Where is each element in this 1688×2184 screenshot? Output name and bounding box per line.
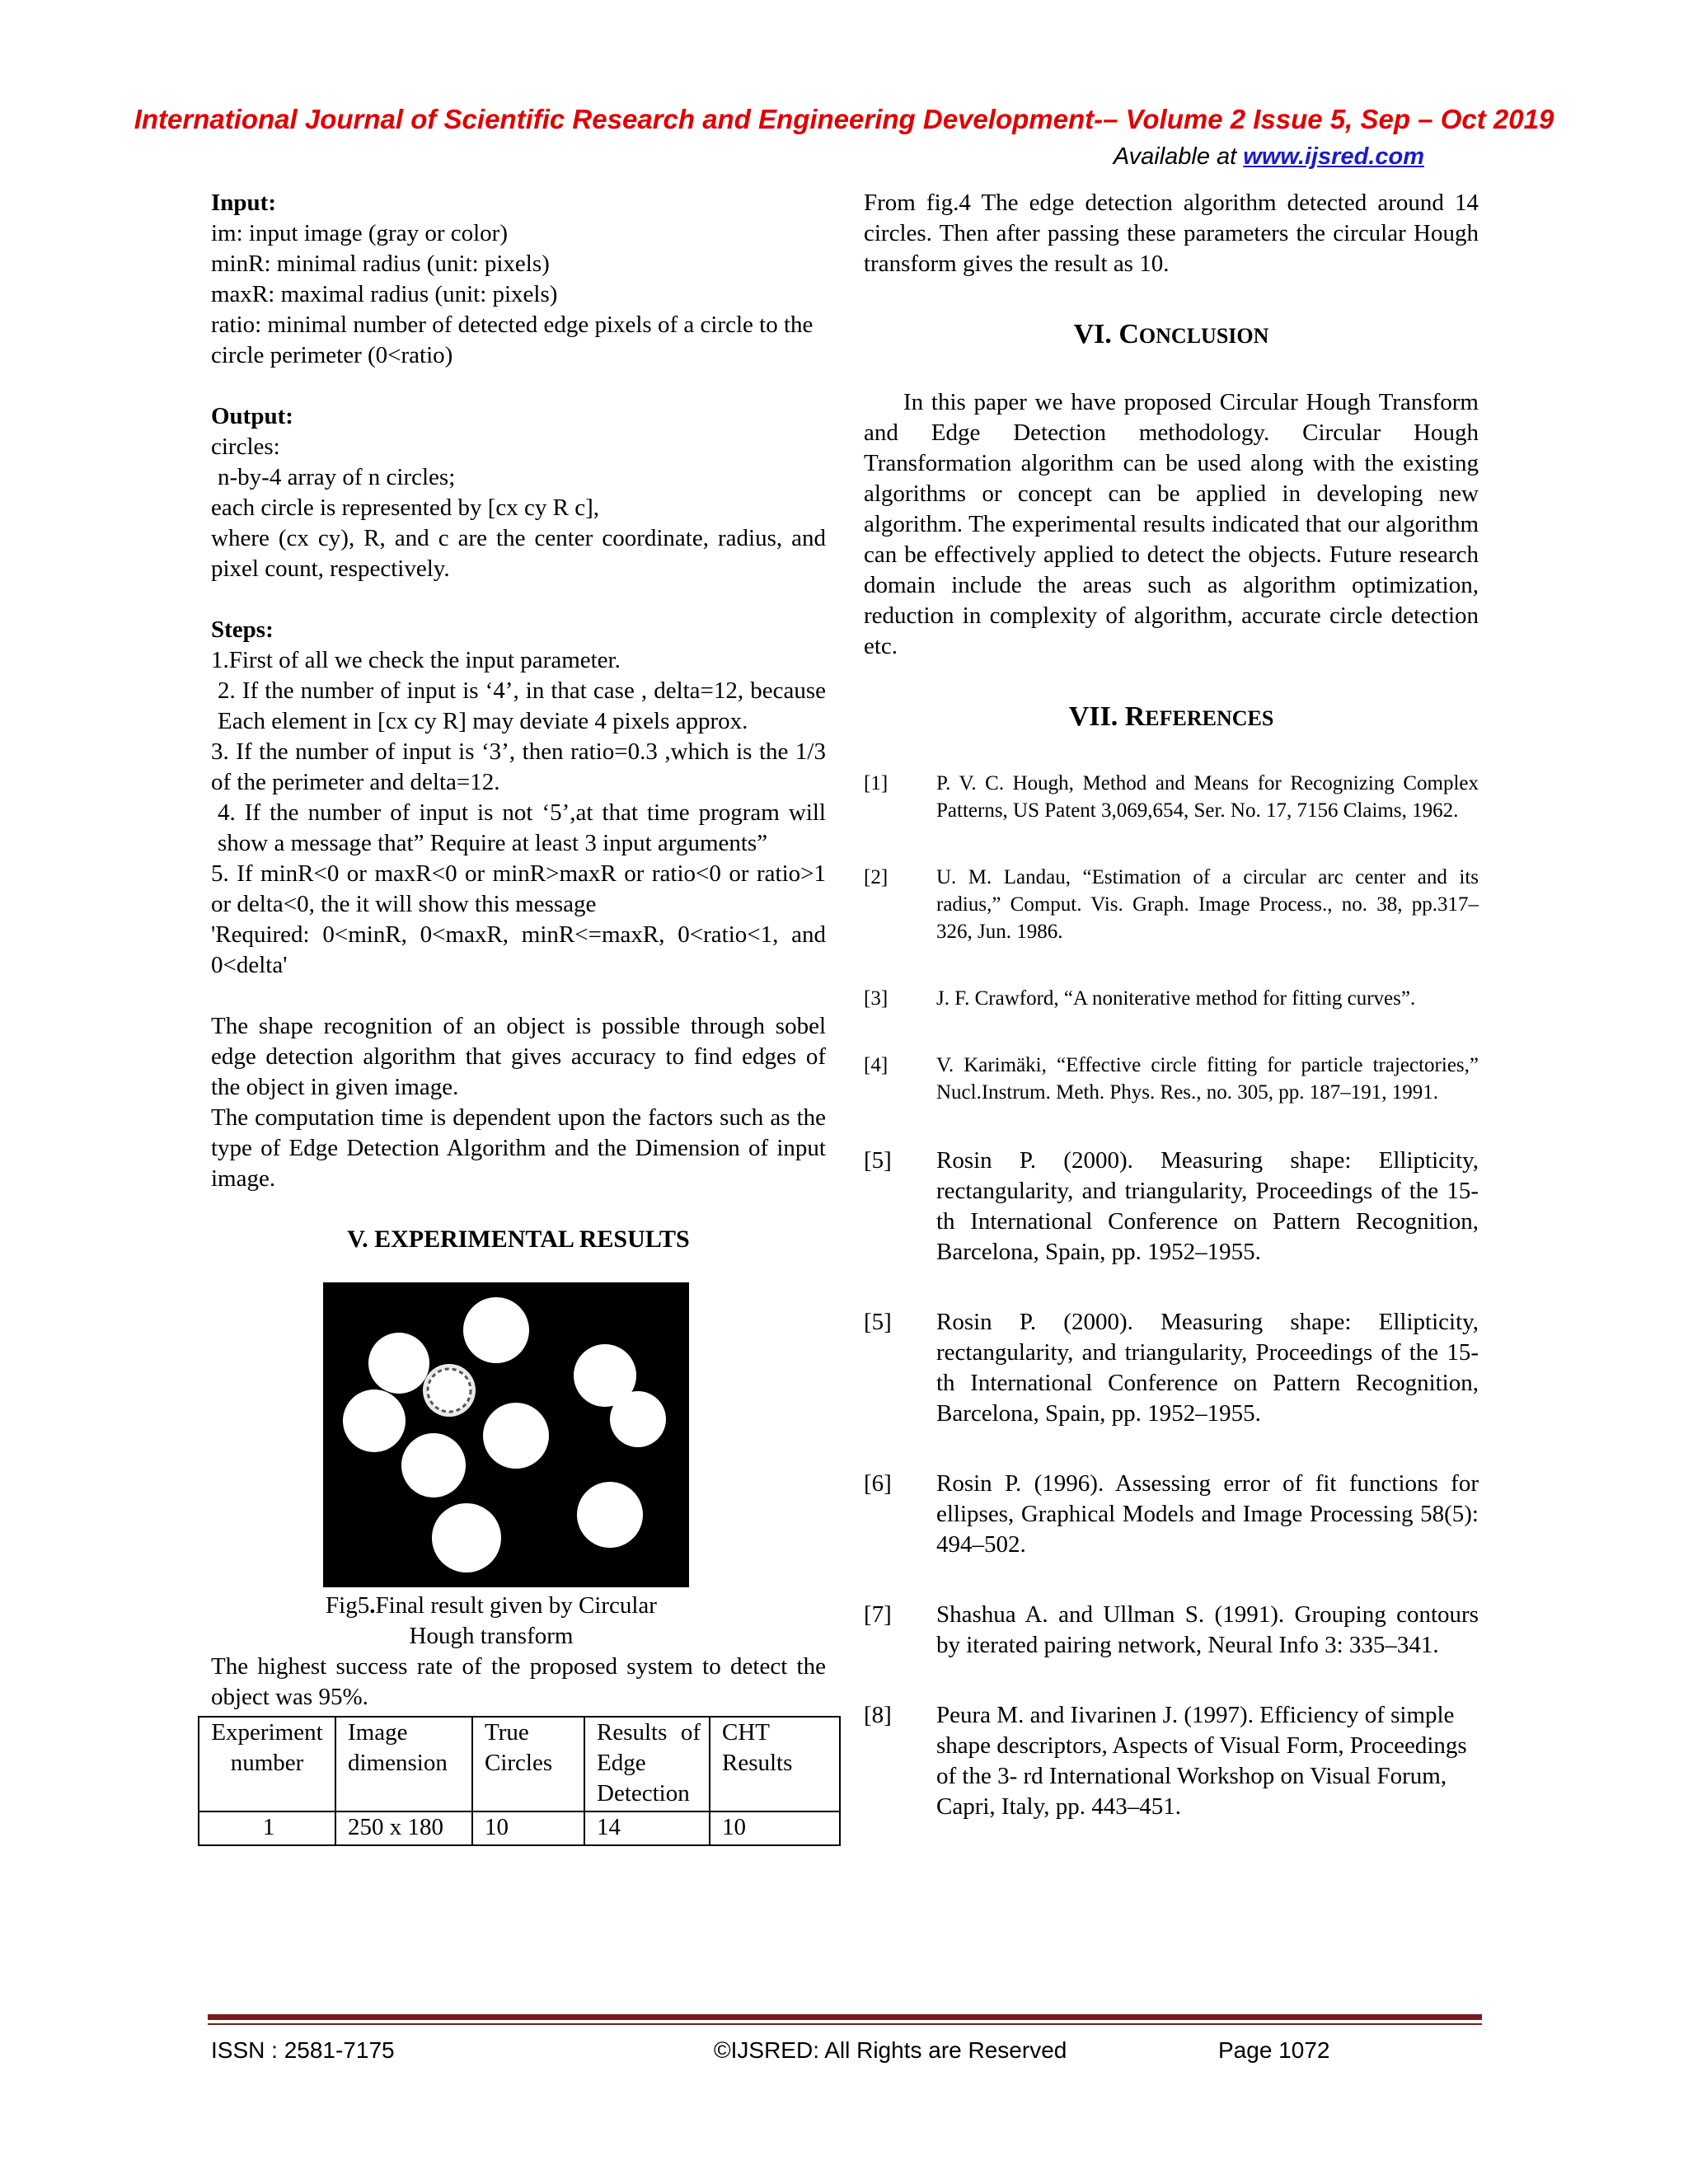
reference-text: P. V. C. Hough, Method and Means for Recognizing Complex Patterns, US Patent 3,069,654, Ser. No. 17, 7156 Claims, 1962. xyxy=(936,772,1479,822)
fig-caption-line2: Hough transform xyxy=(409,1623,574,1649)
reference-item xyxy=(864,770,1479,824)
output-line: each circle is represented by [cx cy R c], xyxy=(211,494,600,521)
fig-caption-label: Fig5 xyxy=(326,1592,370,1619)
references-heading xyxy=(864,701,1479,733)
conclusion-heading-rest: ONCLUSION xyxy=(1138,324,1269,348)
conclusion-heading xyxy=(864,319,1479,351)
reference-text: Shashua A. and Ullman S. (1991). Grouping contours by iterated pairing network, Neural Info 3: 335–341. xyxy=(936,1601,1479,1658)
step-item: 4. If the number of input is not ‘5’,at that time program will show a message that” Require at least 3 input arguments” xyxy=(218,799,826,856)
left-column xyxy=(211,188,826,1846)
reference-text: Rosin P. (2000). Measuring shape: Ellipticity, rectangularity, and triangularity, Proceedings of the 15-th International Conference on Pattern Recognition, Barcelona, Spain, pp. 1952–1955. xyxy=(936,1147,1479,1265)
reference-item xyxy=(864,864,1479,945)
reference-item xyxy=(864,1307,1479,1429)
reference-item xyxy=(864,1052,1479,1106)
reference-text: V. Karimäki, “Effective circle fitting for particle trajectories,” Nucl.Instrum. Meth. Phys. Res., no. 305, pp. 187–191, 1991. xyxy=(936,1054,1479,1104)
circles-result-graphic xyxy=(323,1282,689,1587)
references-heading-rest: EFERENCES xyxy=(1145,706,1274,730)
reference-text: Rosin P. (1996). Assessing error of fit functions for ellipses, Graphical Models and Image Processing 58(5): 494–502. xyxy=(936,1470,1479,1558)
table-cell: 250 x 180 xyxy=(335,1811,472,1845)
reference-item xyxy=(864,1600,1479,1661)
reference-number: [5] xyxy=(864,1147,892,1174)
fig-caption-dot: . xyxy=(369,1592,376,1619)
reference-text: Peura M. and Iivarinen J. (1997). Efficiency of simple shape descriptors, Aspects of Visual Form, Proceedings of the 3- rd International Workshop on Visual Forum, Capri, Italy, pp. 443–451. xyxy=(936,1702,1467,1820)
references-heading-num: VII. R xyxy=(1068,701,1146,732)
right-column xyxy=(864,188,1479,1862)
footer-page-number: Page 1072 xyxy=(1218,2037,1330,2063)
table-header-cell: True Circles xyxy=(472,1717,584,1811)
journal-website-link[interactable]: www.ijsred.com xyxy=(1243,143,1424,170)
step-item: 2. If the number of input is ‘4’, in that case , delta=12, because Each element in [cx cy R] may deviate 4 pixels approx. xyxy=(218,677,826,734)
input-line: ratio: minimal number of detected edge pixels of a circle to the circle perimeter (0<ratio) xyxy=(211,312,814,368)
output-line: n-by-4 array of n circles; xyxy=(218,464,456,490)
output-line: circles: xyxy=(211,434,280,460)
footer-rights: ©IJSRED: All Rights are Reserved xyxy=(714,2037,1067,2063)
journal-title: International Journal of Scientific Research and Engineering Development-– Volume 2 Issue 5, Sep – Oct 2019 xyxy=(134,104,1554,134)
figure-5-caption xyxy=(244,1591,738,1652)
output-heading: Output: xyxy=(211,403,293,429)
table-cell: 10 xyxy=(710,1811,840,1845)
reference-number: [6] xyxy=(864,1470,892,1497)
reference-text: U. M. Landau, “Estimation of a circular arc center and its radius,” Comput. Vis. Graph. Image Process., no. 38, pp.317–326, Jun. 1986. xyxy=(936,866,1479,943)
reference-number: [5] xyxy=(864,1309,892,1335)
body-paragraph: The computation time is dependent upon the factors such as the type of Edge Detection Algorithm and the Dimension of input image. xyxy=(211,1104,826,1192)
table-cell: 10 xyxy=(472,1811,584,1845)
fig-caption-text: Final result given by Circular xyxy=(375,1592,657,1619)
reference-item xyxy=(864,985,1479,1012)
available-prefix: Available at xyxy=(1113,143,1244,170)
reference-number: [7] xyxy=(864,1601,892,1628)
footer-rule-thin xyxy=(208,2023,1482,2025)
reference-item xyxy=(864,1469,1479,1560)
body-paragraph: The shape recognition of an object is possible through sobel edge detection algorithm that gives accuracy to find edges of the object in given image. xyxy=(211,1013,826,1100)
table-header-cell: CHT Results xyxy=(710,1717,840,1811)
conclusion-paragraph: In this paper we have proposed Circular Hough Transform and Edge Detection methodology. Circular Hough Transformation algorithm can be used along with the existing algorithms or concept can be applied in developing new algorithm. The experimental results indicated that our algorithm can be effectively applied to detect the objects. Future research domain include the areas such as algorithm optimization, reduction in complexity of algorithm, accurate circle detection etc. xyxy=(864,389,1479,659)
table-header-cell: Results of Edge Detection xyxy=(584,1717,710,1811)
input-heading: Input: xyxy=(211,190,276,216)
step-item: 'Required: 0<minR, 0<maxR, minR<=maxR, 0<ratio<1, and 0<delta' xyxy=(211,921,826,978)
figure-5-circles-image xyxy=(323,1282,689,1587)
success-rate-text: The highest success rate of the proposed system to detect the object was 95%. xyxy=(211,1653,826,1710)
table-row xyxy=(199,1811,840,1845)
footer-rule xyxy=(208,2014,1482,2020)
reference-item xyxy=(864,1700,1479,1822)
footer-issn: ISSN : 2581-7175 xyxy=(211,2037,395,2063)
available-at xyxy=(1114,143,1424,171)
input-line: maxR: maximal radius (unit: pixels) xyxy=(211,281,558,307)
output-line: where (cx cy), R, and c are the center coordinate, radius, and pixel count, respectively. xyxy=(211,525,826,582)
step-item: 3. If the number of input is ‘3’, then ratio=0.3 ,which is the 1/3 of the perimeter and delta=12. xyxy=(211,738,826,795)
reference-item xyxy=(864,1146,1479,1268)
reference-number: [1] xyxy=(864,772,889,794)
step-item: 1.First of all we check the input parameter. xyxy=(211,647,621,673)
body-paragraph: From fig.4 The edge detection algorithm detected around 14 circles. Then after passing these parameters the circular Hough transform gives the result as 10. xyxy=(864,190,1479,277)
reference-text: Rosin P. (2000). Measuring shape: Ellipticity, rectangularity, and triangularity, Proceedings of the 15-th International Conference on Pattern Recognition, Barcelona, Spain, pp. 1952–1955. xyxy=(936,1309,1479,1427)
reference-number: [3] xyxy=(864,987,889,1010)
conclusion-heading-num: VI. C xyxy=(1073,319,1139,349)
table-cell: 14 xyxy=(584,1811,710,1845)
reference-number: [2] xyxy=(864,866,889,888)
table-header-row xyxy=(199,1717,840,1811)
reference-number: [8] xyxy=(864,1702,892,1728)
steps-heading: Steps: xyxy=(211,616,274,643)
reference-text: J. F. Crawford, “A noniterative method for fitting curves”. xyxy=(936,987,1416,1010)
table-header-cell: Image dimension xyxy=(335,1717,472,1811)
input-line: minR: minimal radius (unit: pixels) xyxy=(211,251,550,277)
experimental-results-heading: V. EXPERIMENTAL RESULTS xyxy=(347,1226,690,1253)
table-cell: 1 xyxy=(199,1811,335,1845)
step-item: 5. If minR<0 or maxR<0 or minR>maxR or ratio<0 or ratio>1 or delta<0, the it will show this message xyxy=(211,860,826,917)
results-table xyxy=(198,1716,841,1846)
input-line: im: input image (gray or color) xyxy=(211,220,508,246)
reference-number: [4] xyxy=(864,1054,889,1076)
table-header-cell: Experiment number xyxy=(199,1717,335,1811)
